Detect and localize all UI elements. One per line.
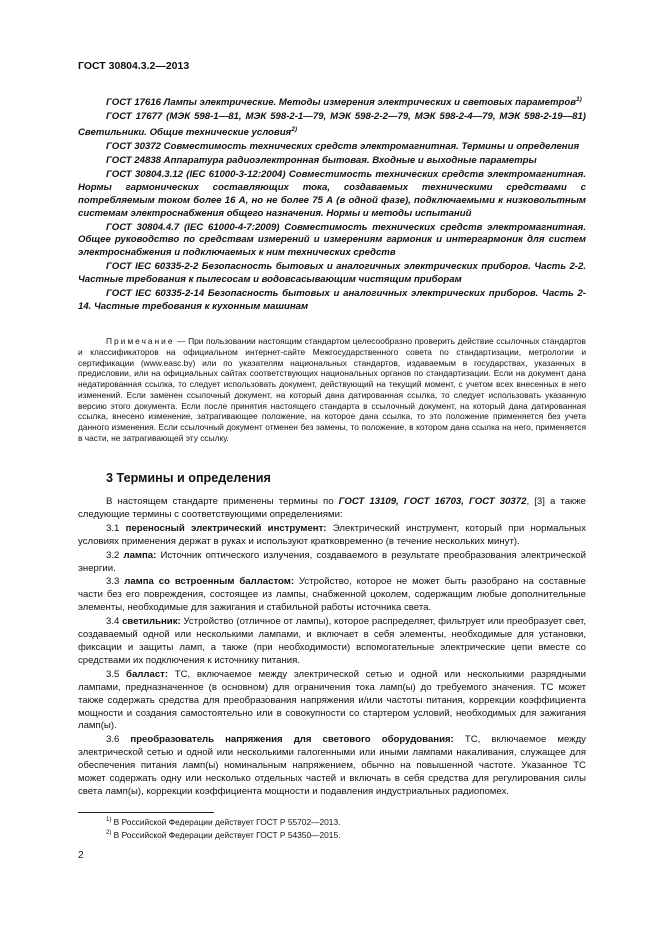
section-intro: В настоящем стандарте применены термины по ГОСТ 13109, ГОСТ 16703, ГОСТ 30372, [3] а также следующие термины с соответствующими определениями:	[78, 496, 586, 520]
reference-item: ГОСТ IEC 60335-2-14 Безопасность бытовых и аналогичных электрических приборов. Часть 2-14. Частные требования к кухонным машинам	[78, 288, 586, 312]
section-title: 3 Термины и определения	[106, 471, 271, 485]
reference-item: ГОСТ 30804.4.7 (IEC 61000-4-7:2009) Совместимость технических средств электромагнитная. Общее руководство по средствам измерений и измерениям гармоник и интергармоник для систем электроснабжения и подключаемых к ним технических средств	[78, 221, 586, 259]
standard-header: ГОСТ 30804.3.2—2013	[78, 60, 190, 72]
term-definition: 3.4 светильник: Устройство (отличное от лампы), которое распределяет, фильтрует или преобразует свет, создаваемый одной или несколькими лампами, и включает в себя элементы, необходимые для установки, фиксации и защиты ламп, а также (при необходимости) вспомогательные электрические цепи вместе со средствами их подключения к источнику питания.	[78, 616, 586, 666]
term-definition: 3.2 лампа: Источник оптического излучения, создаваемого в результате преобразования электрической энергии.	[78, 549, 586, 574]
footnote: $^{2)}$ В Российской Федерации действует ГОСТ Р 54350—2015.	[106, 830, 341, 841]
reference-item: ГОСТ 24838 Аппаратура радиоэлектронная бытовая. Входные и выходные параметры	[106, 155, 537, 166]
reference-item: ГОСТ 30372 Совместимость технических средств электромагнитная. Термины и определения	[106, 141, 580, 153]
note-label: Примечание	[106, 336, 175, 346]
footnote: $^{1)}$ В Российской Федерации действует ГОСТ Р 55702—2013.	[106, 816, 341, 827]
term-definition: 3.1 переносный электрический инструмент: Электрический инструмент, который при нормальных условиях применения держат в руках и используют кратковременно (в течение нескольких минут).	[78, 522, 586, 547]
reference-item: ГОСТ IEC 60335-2-2 Безопасность бытовых и аналогичных электрических приборов. Часть 2-2. Частные требования к пылесосам и водовсасывающим чистящим приборам	[78, 261, 586, 286]
reference-item: ГОСТ 17677 (МЭК 598-1—81, МЭК 598-2-1—79, МЭК 598-2-2—79, МЭК 598-2-4—79, МЭК 598-2-19—81) Светильники. Общие технические условия$^{2)}$	[78, 111, 586, 139]
page-number: 2	[78, 850, 84, 861]
normative-references	[78, 94, 586, 315]
reference-item: ГОСТ 17616 Лампы электрические. Методы измерения электрических и световых параметров$^{1)}$	[106, 96, 582, 109]
reference-note	[78, 336, 586, 444]
note-text: — При пользовании настоящим стандартом целесообразно проверить действие ссылочных стандартов и классификаторов на официальном интернет-сайте Межгосударственного совета по стандартизации, метрологии и сертификации (www.easc.by) или по указателям национальных стандартов, издаваемым в государствах, указанных в предисловии, или на официальных сайтах соответствующих национальных органов по стандартизации. Если на документ дана недатированная ссылка, то следует использовать документ, действующий на текущий момент, с учетом всех внесенных в него изменений. Если заменен ссылочный документ, на который дана датированная ссылка, то следует использовать указанную версию этого документа. Если после принятия настоящего стандарта в ссылочный документ, на который дана датированная ссылка, внесено изменение, затрагивающее положение, на которое дана ссылка, то это положение применяется без учета данного изменения. Если ссылочный документ отменен без замены, то положение, в котором дана ссылка на него, применяется в части, не затрагивающей эту ссылку.	[78, 336, 586, 443]
reference-item: ГОСТ 30804.3.12 (IEC 61000-3-12:2004) Совместимость технических средств электромагнитная. Нормы гармонических составляющих тока, создаваемых техническими средствами с потребляемым током более 16 А, но не более 75 А (в одной фазе), подключаемыми к низковольтным системам электроснабжения общего назначения. Нормы и методы испытаний	[78, 168, 586, 219]
term-definition: 3.6 преобразователь напряжения для светового оборудования: ТС, включаемое между электрической сетью и одной или несколькими галогенными или иными лампами накаливания, служащее для обеспечения питания ламп(ы) номинальным напряжением, обычно на повышенной частоте. Указанное ТС может содержать одну или несколько отдельных частей и включать в себя средства для регулирования силы света ламп(ы), коррекции коэффициента мощности и подавления индустриальных радиопомех.	[78, 734, 586, 797]
terms-section	[78, 496, 586, 800]
term-definition: 3.5 балласт: ТС, включаемое между электрической сетью и одной или несколькими разрядными лампами, предназначенное (в основном) для ограничения тока ламп(ы) до требуемого значения. ТС может также содержать средства для преобразования напряжения и/или частоты питания, коррекции коэффициента мощности и создания самостоятельно или в совокупности со стартером условий, необходимых для зажигания ламп(ы).	[78, 668, 586, 732]
footnotes	[106, 815, 340, 842]
term-definition: 3.3 лампа со встроенным балластом: Устройство, которое не может быть разобрано на составные части без его повреждения, состоящее из лампы, снабженной цоколем, содержащим любые дополнительные элементы, необходимые для зажигания и стабильной работы источника света.	[78, 576, 586, 614]
footnote-divider	[78, 812, 214, 813]
